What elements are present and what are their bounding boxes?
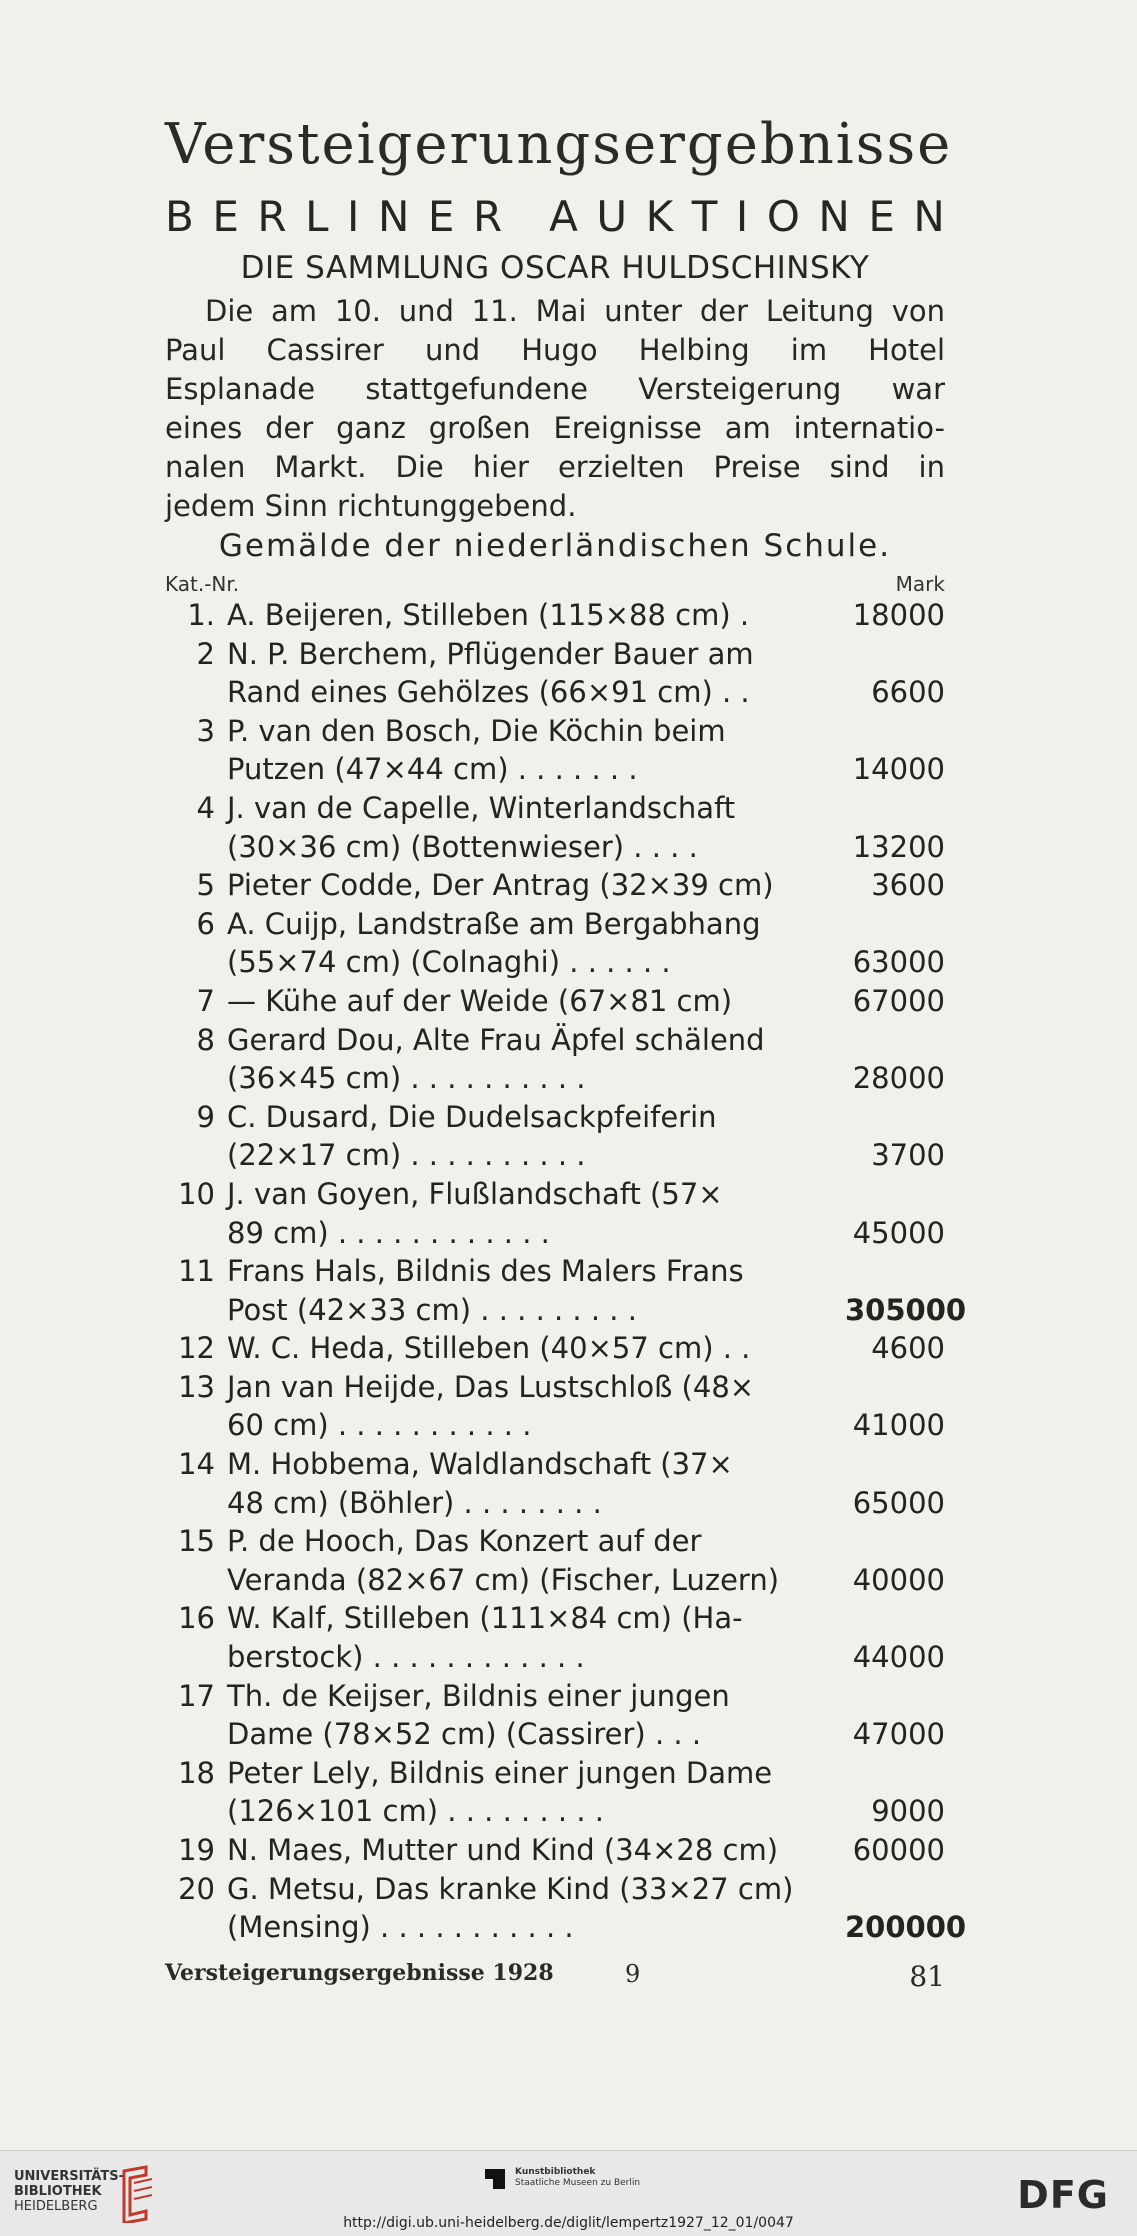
lot-price [845, 712, 945, 751]
catalog-number: 16 [178, 1601, 215, 1636]
catalog-number [165, 943, 215, 982]
lot-price: 45000 [852, 1215, 945, 1250]
lot-description: Pieter Codde, Der Antrag (32×39 cm) [227, 868, 774, 903]
lot-price [845, 1599, 945, 1638]
lot-description: Dame (78×52 cm) (Cassirer) . . . [227, 1717, 702, 1752]
list-item [165, 866, 945, 905]
university-line-1: UNIVERSITÄTS- [14, 2169, 124, 2184]
kunstbibliothek-line-1: Kunstbibliothek [515, 2167, 596, 2177]
list-item [165, 905, 945, 944]
list-item [165, 943, 945, 982]
lot-price: 60000 [852, 1833, 945, 1867]
catalog-number: 5 [196, 868, 215, 903]
list-item [165, 1098, 945, 1137]
intro-line: nalen Markt. Die hier erzielten Preise sind in [165, 450, 945, 484]
list-item [165, 673, 945, 712]
catalog-number [165, 1059, 215, 1098]
lot-price: 4600 [871, 1331, 945, 1366]
page-url[interactable]: http://digi.ub.uni-heidelberg.de/diglit/lempertz1927_12_01/0047 [343, 2215, 794, 2231]
list-item [165, 1059, 945, 1098]
column-header-price: Mark [895, 572, 945, 596]
lot-description: (22×17 cm) . . . . . . . . . . [227, 1138, 586, 1173]
heading-letter: N [818, 192, 850, 241]
signature-mark: 9 [625, 1960, 641, 1988]
lot-price: 40000 [852, 1562, 945, 1597]
catalog-number: 10 [178, 1176, 215, 1211]
heading-letter: A [549, 192, 578, 241]
catalog-number [165, 1291, 215, 1330]
lot-description: Jan van Heijde, Das Lustschloß (48× [227, 1369, 755, 1404]
heading-letter: E [868, 192, 895, 241]
list-item [165, 1214, 945, 1253]
catalog-number [165, 1214, 215, 1253]
list-item [165, 1715, 945, 1754]
intro-line: Esplanade stattgefundene Versteigerung war [165, 372, 945, 406]
heading-letter: E [427, 192, 455, 241]
catalog-number: 20 [178, 1871, 215, 1906]
section-title: Gemälde der niederländischen Schule. [218, 528, 892, 564]
heading-letter [521, 192, 531, 241]
lot-description: A. Cuijp, Landstraße am Bergabhang [227, 906, 761, 941]
lot-price [845, 1754, 945, 1793]
lot-price: 14000 [852, 752, 945, 787]
list-item [165, 1136, 945, 1175]
lot-description: M. Hobbema, Waldlandschaft (37× [227, 1447, 733, 1482]
lot-description: J. van de Capelle, Winterlandschaft [227, 790, 736, 825]
catalog-number: 4 [196, 790, 215, 825]
list-item [165, 1754, 945, 1793]
intro-line: Paul Cassirer und Hugo Helbing im Hotel [165, 333, 945, 367]
list-item [165, 1252, 945, 1291]
catalog-number [165, 750, 215, 789]
lot-description: (30×36 cm) (Bottenwieser) . . . . [227, 829, 698, 864]
list-item [165, 1175, 945, 1214]
list-item [165, 1291, 967, 1330]
catalog-number: 7 [196, 983, 215, 1018]
lot-price [845, 1021, 945, 1060]
heading-letter: N [913, 192, 945, 241]
lot-price: 200000 [845, 1910, 967, 1945]
lot-description: Th. de Keijser, Bildnis einer jungen [227, 1678, 730, 1713]
catalog-number: 2 [196, 636, 215, 671]
lot-price [845, 1445, 945, 1484]
list-item [165, 1021, 945, 1060]
heading-letter: R [472, 192, 503, 241]
lot-price [845, 1870, 945, 1909]
heading-letter: B [165, 192, 194, 241]
kunstbibliothek-line-2: Staatliche Museen zu Berlin [515, 2178, 641, 2188]
list-item [165, 1368, 945, 1407]
lot-price [845, 1677, 945, 1716]
lot-price [845, 1368, 945, 1407]
list-item [165, 635, 945, 674]
lot-description: Rand eines Gehölzes (66×91 cm) . . [227, 675, 750, 710]
lot-price: 9000 [871, 1794, 945, 1829]
catalog-number [165, 1908, 215, 1947]
lot-description: (36×45 cm) . . . . . . . . . . [227, 1061, 586, 1096]
list-item [165, 1484, 945, 1523]
catalog-number [165, 673, 215, 712]
lot-price: 305000 [845, 1292, 967, 1327]
catalog-number: 1. [187, 598, 215, 632]
lot-description: Post (42×33 cm) . . . . . . . . . [227, 1292, 637, 1327]
list-item [165, 1599, 945, 1638]
lot-description: Gerard Dou, Alte Frau Äpfel schälend [227, 1022, 765, 1057]
catalog-number [165, 1484, 215, 1523]
heading-letter: N [377, 192, 410, 241]
intro-paragraph [165, 292, 945, 526]
list-item [165, 1445, 945, 1484]
heading-letter: T [691, 192, 718, 241]
list-item [165, 1677, 945, 1716]
catalog-number [165, 828, 215, 867]
section-heading-berliner-auktionen [165, 192, 945, 241]
lot-description: — Kühe auf der Weide (67×81 cm) [227, 983, 733, 1018]
lot-price [845, 1522, 945, 1561]
lot-description: Veranda (82×67 cm) (Fischer, Luzern) [227, 1562, 780, 1597]
catalog-number [165, 1792, 215, 1831]
lot-description: W. Kalf, Stilleben (111×84 cm) (Ha- [227, 1601, 743, 1636]
heading-letter: R [257, 192, 287, 241]
list-item [165, 596, 945, 635]
catalog-number: 18 [178, 1755, 215, 1790]
lot-description: J. van Goyen, Flußlandschaft (57× [227, 1176, 723, 1211]
lot-price [845, 1252, 945, 1291]
lot-description: G. Metsu, Das kranke Kind (33×27 cm) [227, 1871, 794, 1906]
lot-price [845, 789, 945, 828]
catalog-number: 8 [196, 1022, 215, 1057]
lot-description: 48 cm) (Böhler) . . . . . . . . [227, 1485, 602, 1520]
lot-description: A. Beijeren, Stilleben (115×88 cm) . [227, 598, 750, 632]
catalog-number: 15 [178, 1524, 215, 1559]
lot-description: C. Dusard, Die Dudelsackpfeiferin [227, 1099, 717, 1134]
list-item [165, 712, 945, 751]
auction-results-list [165, 596, 967, 1947]
lot-price: 13200 [852, 829, 945, 864]
heading-letter: E [212, 192, 239, 241]
running-title: Versteigerungsergebnisse 1928 [165, 1960, 554, 1986]
lot-description: (55×74 cm) (Colnaghi) . . . . . . [227, 945, 671, 980]
catalog-number: 17 [178, 1678, 215, 1713]
catalog-number: 3 [196, 713, 215, 748]
page-title: Versteigerungsergebnisse [165, 112, 953, 177]
university-line-3: HEIDELBERG [14, 2199, 98, 2214]
kunstbibliothek-logo-icon[interactable] [485, 2169, 505, 2189]
lot-description: berstock) . . . . . . . . . . . . [227, 1640, 585, 1675]
list-item [165, 1831, 945, 1870]
list-item [165, 1638, 945, 1677]
list-item [165, 1329, 945, 1368]
lot-description: P. van den Bosch, Die Köchin beim [227, 713, 726, 748]
lot-price: 18000 [852, 598, 945, 632]
list-item [165, 1561, 945, 1600]
catalog-number [165, 1136, 215, 1175]
lot-price [845, 635, 945, 674]
lot-description: 60 cm) . . . . . . . . . . . [227, 1408, 532, 1443]
lot-price: 63000 [852, 945, 945, 980]
list-item [165, 828, 945, 867]
catalog-number [165, 1406, 215, 1445]
lot-description: N. P. Berchem, Pflügender Bauer am [227, 636, 754, 671]
list-item [165, 750, 945, 789]
catalog-number: 19 [178, 1833, 215, 1867]
university-line-2: BIBLIOTHEK [14, 2184, 102, 2199]
heading-letter: I [735, 192, 749, 241]
lot-description: N. Maes, Mutter und Kind (34×28 cm) [227, 1833, 779, 1867]
heading-letter: O [766, 192, 800, 241]
lot-description: (126×101 cm) . . . . . . . . . [227, 1794, 604, 1829]
lot-description: W. C. Heda, Stilleben (40×57 cm) . . [227, 1331, 751, 1366]
university-library-label[interactable] [14, 2169, 124, 2214]
catalog-number [165, 1561, 215, 1600]
heading-letter: U [596, 192, 628, 241]
lot-price: 65000 [852, 1485, 945, 1520]
lot-price: 41000 [852, 1408, 945, 1443]
list-item [165, 789, 945, 828]
page-number: 81 [909, 1960, 945, 1993]
catalog-number: 9 [196, 1099, 215, 1134]
intro-line: jedem Sinn richtunggebend. [165, 489, 577, 523]
lot-description: P. de Hooch, Das Konzert auf der [227, 1524, 702, 1559]
lot-description: Putzen (47×44 cm) . . . . . . . [227, 752, 638, 787]
heading-letter: I [347, 192, 360, 241]
lot-price: 28000 [852, 1061, 945, 1096]
dfg-logo[interactable]: DFG [1017, 2173, 1109, 2217]
list-item [165, 982, 945, 1021]
viewer-bottom-bar [0, 2150, 1137, 2236]
lot-price: 67000 [852, 983, 945, 1018]
catalog-number: 12 [178, 1331, 215, 1366]
column-headers [165, 572, 945, 596]
catalog-number [165, 1638, 215, 1677]
list-item [165, 1792, 945, 1831]
lot-description: (Mensing) . . . . . . . . . . . [227, 1910, 574, 1945]
list-item [165, 1406, 945, 1445]
list-item [165, 1522, 945, 1561]
lot-price: 3600 [871, 868, 945, 903]
lot-price [845, 905, 945, 944]
lot-description: 89 cm) . . . . . . . . . . . . [227, 1215, 550, 1250]
lot-price: 6600 [871, 675, 945, 710]
catalog-number: 11 [178, 1254, 215, 1289]
list-item [165, 1870, 945, 1909]
lot-price [845, 1098, 945, 1137]
lot-description: Frans Hals, Bildnis des Malers Frans [227, 1254, 744, 1289]
lot-price [845, 1175, 945, 1214]
intro-line: Die am 10. und 11. Mai unter der Leitung von [205, 294, 945, 328]
heading-letter: L [305, 192, 329, 241]
heading-letter: K [645, 192, 674, 241]
lot-price: 47000 [852, 1717, 945, 1752]
column-header-catalog-number: Kat.-Nr. [165, 572, 240, 596]
catalog-number: 14 [178, 1447, 215, 1482]
intro-line: eines der ganz großen Ereignisse am internatio- [165, 411, 945, 445]
lot-description: Peter Lely, Bildnis einer jungen Dame [227, 1755, 773, 1790]
catalog-number [165, 1715, 215, 1754]
catalog-number: 6 [196, 906, 215, 941]
list-item [165, 1908, 967, 1947]
collection-heading: DIE SAMMLUNG OSCAR HULDSCHINSKY [240, 250, 870, 286]
lot-price: 44000 [852, 1640, 945, 1675]
catalog-number: 13 [178, 1369, 215, 1404]
lot-price: 3700 [871, 1138, 945, 1173]
